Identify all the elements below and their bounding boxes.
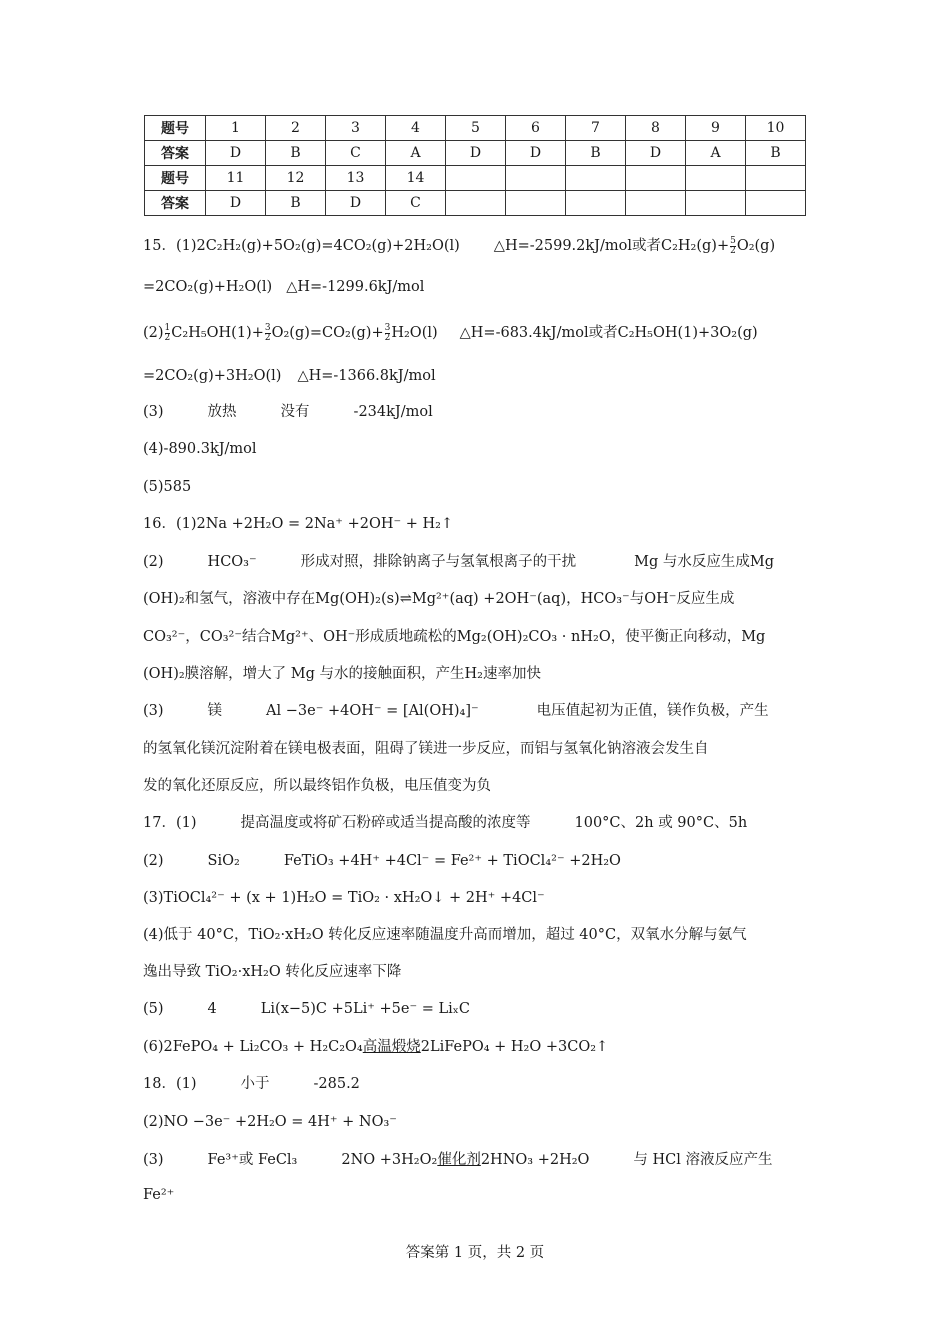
row-header: 题号 [145, 116, 206, 141]
q17-line-4: (4)低于 40°C，TiO₂·xH₂O 转化反应速率随温度升高而增加，超过 40°C，双氧水分解与氨气 [143, 927, 747, 943]
table-row [145, 116, 806, 141]
table-cell [626, 191, 686, 216]
page-footer: 答案第 1 页，共 2 页 [405, 1245, 545, 1261]
table-cell [506, 166, 566, 191]
table-cell: 1 [206, 116, 266, 141]
q16-line-2: (2) HCO₃⁻ 形成对照，排除钠离子与氢氧根离子的干扰 Mg 与水反应生成Mg [143, 554, 775, 570]
table-cell: 5 [446, 116, 506, 141]
table-row [145, 166, 806, 191]
table-cell: A [386, 141, 446, 166]
q16-line-8: 发的氧化还原反应，所以最终铝作负极，电压值变为负 [143, 778, 491, 794]
table-cell: B [746, 141, 806, 166]
q18-line-3: (3) Fe³⁺或 FeCl₃ 2NO +3H₂O₂催化剂2HNO₃ +2H₂O 与 HCl 溶液反应产生 [143, 1152, 773, 1168]
table-cell: 11 [206, 166, 266, 191]
q17-line-5: 逸出导致 TiO₂·xH₂O 转化反应速率下降 [143, 964, 402, 980]
q16-line-4: CO₃²⁻，CO₃²⁻结合Mg²⁺、OH⁻形成质地疏松的Mg₂(OH)₂CO₃ · nH₂O，使平衡正向移动，Mg [143, 629, 766, 645]
table-cell [506, 191, 566, 216]
q16-line-5: (OH)₂膜溶解，增大了 Mg 与水的接触面积，产生H₂速率加快 [143, 666, 541, 682]
table-cell: 12 [266, 166, 326, 191]
table-cell: 8 [626, 116, 686, 141]
table-cell: 6 [506, 116, 566, 141]
table-cell: C [326, 141, 386, 166]
table-cell [626, 166, 686, 191]
table-cell: D [446, 141, 506, 166]
table-cell [746, 191, 806, 216]
table-cell: D [506, 141, 566, 166]
table-cell: B [566, 141, 626, 166]
row-header: 题号 [145, 166, 206, 191]
q17-line-6: (5) 4 Li(x−5)C +5Li⁺ +5e⁻ = LiₓC [143, 1001, 471, 1017]
table-row [145, 191, 806, 216]
table-cell: 7 [566, 116, 626, 141]
q17-line-7: (6)2FePO₄ + Li₂CO₃ + H₂C₂O₄高温煅烧2LiFePO₄ + H₂O +3CO₂↑ [143, 1039, 609, 1055]
q15-line-1: 15．(1)2C₂H₂(g)+5O₂(g)=4CO₂(g)+2H₂O(l) △H=-2599.2kJ/mol或者C₂H₂(g)+ $\frac{5}{2}$ O₂(g) [143, 235, 776, 256]
q16-line-6: (3) 镁 Al −3e⁻ +4OH⁻ = [Al(OH)₄]⁻ 电压值起初为正值，镁作负极，产生 [143, 703, 769, 719]
q16-line-1: 16．(1)2Na +2H₂O = 2Na⁺ +2OH⁻ + H₂↑ [143, 516, 454, 532]
table-cell [686, 166, 746, 191]
table-cell: 14 [386, 166, 446, 191]
table-cell: A [686, 141, 746, 166]
q17-line-1: 17．(1) 提高温度或将矿石粉碎或适当提高酸的浓度等 100°C、2h 或 90°C、5h [143, 815, 748, 831]
q15-line-2: =2CO₂(g)+H₂O(l) △H=-1299.6kJ/mol [143, 279, 425, 295]
table-cell: 10 [746, 116, 806, 141]
q16-line-3: (OH)₂和氢气，溶液中存在Mg(OH)₂(s)⇌Mg²⁺(aq) +2OH⁻(aq)，HCO₃⁻与OH⁻反应生成 [143, 591, 735, 607]
table-cell: D [206, 191, 266, 216]
table-cell: B [266, 141, 326, 166]
q15-line-4: =2CO₂(g)+3H₂O(l) △H=-1366.8kJ/mol [143, 368, 436, 384]
q18-line-1: 18．(1) 小于 -285.2 [143, 1076, 360, 1092]
q15-line-6: (4)-890.3kJ/mol [143, 441, 257, 457]
q17-line-2: (2) SiO₂ FeTiO₃ +4H⁺ +4Cl⁻ = Fe²⁺ + TiOCl₄²⁻ +2H₂O [143, 853, 621, 869]
q18-line-4: Fe²⁺ [143, 1187, 175, 1203]
row-header: 答案 [145, 141, 206, 166]
answer-table [144, 115, 806, 216]
q16-line-7: 的氢氧化镁沉淀附着在镁电极表面，阻碍了镁进一步反应，而铝与氢氧化钠溶液会发生自 [143, 741, 709, 757]
q15-line-3: (2) $\frac{1}{2}$ C₂H₅OH(1)+ $\frac{3}{2}$ O₂(g)=CO₂(g)+ $\frac{3}{2}$ H₂O(l) △H=-683.4kJ/mol或者C₂H₅OH(1)+3O₂(g) [143, 322, 758, 343]
table-cell: C [386, 191, 446, 216]
table-cell: D [326, 191, 386, 216]
table-cell [686, 191, 746, 216]
table-cell: 9 [686, 116, 746, 141]
fraction: $\frac{5}{2}$ [730, 235, 736, 256]
row-header: 答案 [145, 191, 206, 216]
q15-line-5: (3) 放热 没有 -234kJ/mol [143, 404, 433, 420]
table-cell [446, 166, 506, 191]
table-cell [746, 166, 806, 191]
table-cell: D [626, 141, 686, 166]
table-cell: D [206, 141, 266, 166]
q15-line-7: (5)585 [143, 479, 192, 495]
q18-line-2: (2)NO −3e⁻ +2H₂O = 4H⁺ + NO₃⁻ [143, 1114, 397, 1130]
q17-line-3: (3)TiOCl₄²⁻ + (x + 1)H₂O = TiO₂ · xH₂O↓ + 2H⁺ +4Cl⁻ [143, 890, 545, 906]
table-cell: B [266, 191, 326, 216]
table-cell [566, 166, 626, 191]
table-cell [566, 191, 626, 216]
table-cell: 13 [326, 166, 386, 191]
table-cell: 3 [326, 116, 386, 141]
table-cell [446, 191, 506, 216]
table-cell: 2 [266, 116, 326, 141]
table-row [145, 141, 806, 166]
table-cell: 4 [386, 116, 446, 141]
